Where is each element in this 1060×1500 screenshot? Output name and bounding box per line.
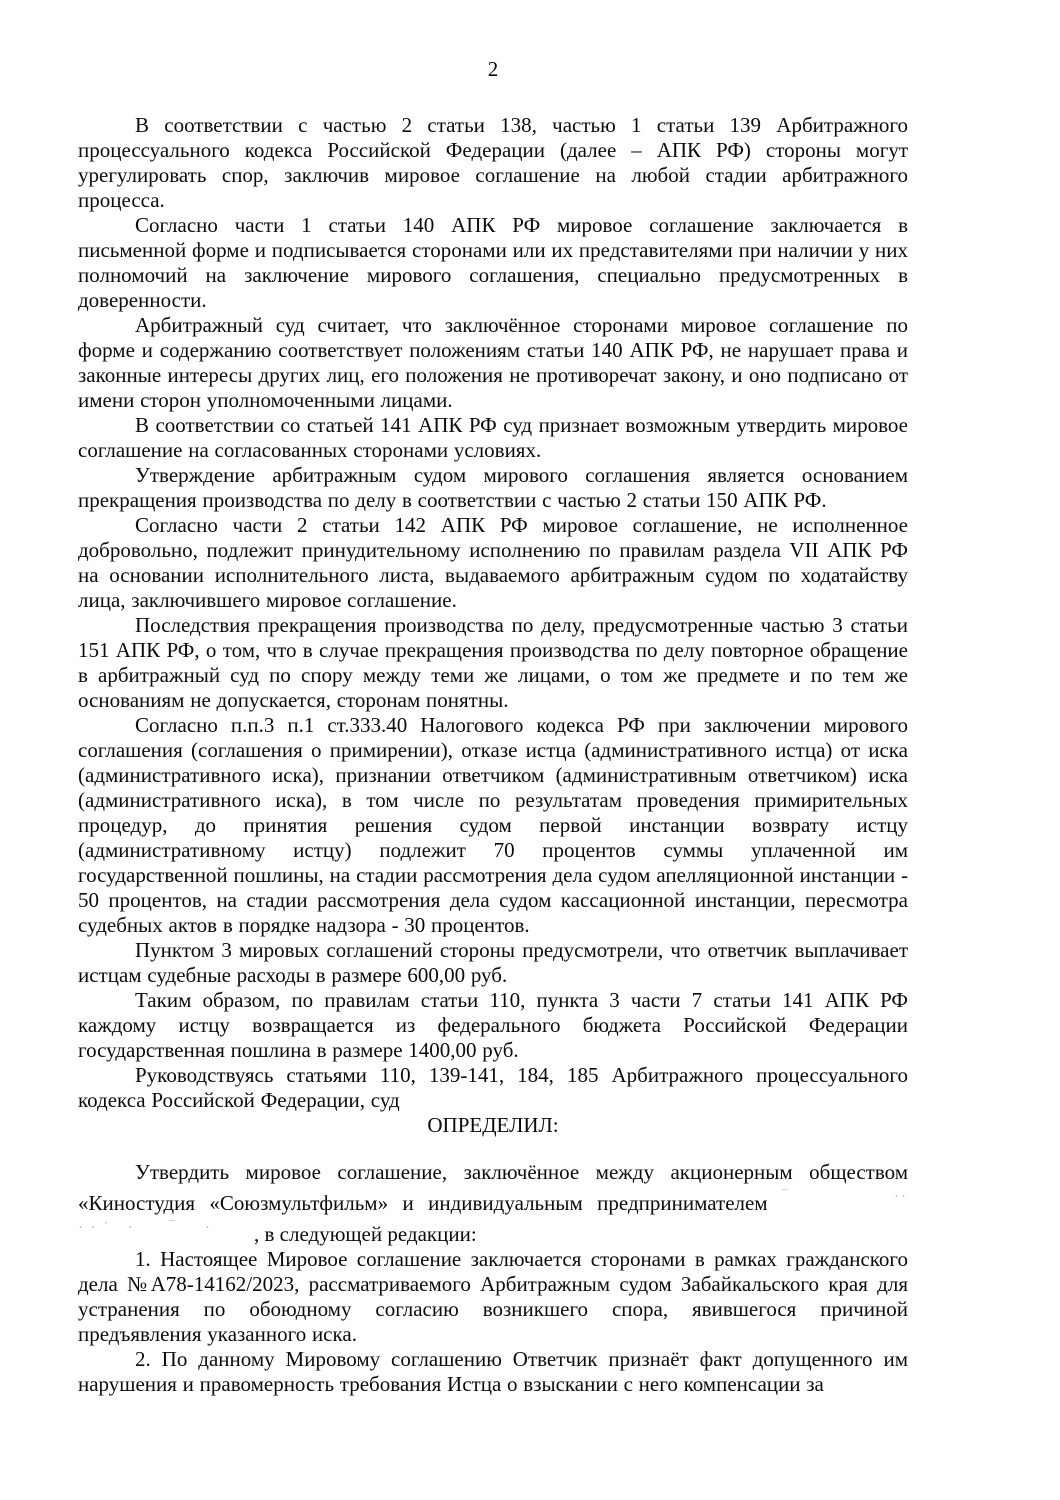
resolution-line-2 <box>78 1185 908 1216</box>
paragraph-apk-150: Утверждение арбитражным судом мирового соглашения является основанием прекращения производства по делу в соответствии с частью 2 статьи 150 АПК РФ. <box>78 463 908 512</box>
resolution-line-1: Утвердить мировое соглашение, заключённое между акционерным обществом <box>135 1160 908 1184</box>
paragraph-tax-code-333-40: Согласно п.п.3 п.1 ст.333.40 Налогового кодекса РФ при заключении мирового соглашения (соглашения о примирении), отказе истца (административного истца) от иска (административного иска), признании ответчиком (административным ответчиком) иска (административного иска), в том числе по результатам проведения примирительных процедур, до принятия решения судом первой инстанции возврату истцу (административному истцу) подлежит 70 процентов суммы уплаченной им государственной пошлины, на стадии рассмотрения дела судом апелляционной инстанции - 50 процентов, на стадии рассмотрения дела судом кассационной инстанции, пересмотра судебных актов в порядке надзора - 30 процентов. <box>78 713 908 937</box>
paragraph-settlement-clause-1: 1. Настоящее Мировое соглашение заключается сторонами в рамках гражданского дела №А78-14162/2023, рассматриваемого Арбитражным судом Забайкальского края для устранения по обоюдному согласию возникшего спора, явившегося причиной предъявления указанного иска. <box>78 1247 908 1346</box>
paragraph-apk-151: Последствия прекращения производства по делу, предусмотренные частью 3 статьи 151 АПК РФ, о том, что в случае прекращения производства по делу повторное обращение в арбитражный суд по спору между теми же лицами, о том же предмете и по тем же основаниям не допускается, сторонам понятны. <box>78 613 908 712</box>
document-content <box>78 57 908 1397</box>
redacted-name-trace: ‾ ·· <box>782 1189 909 1205</box>
paragraph-approve-settlement <box>78 1160 908 1247</box>
resolution-line-3-text: , в следующей редакции: <box>254 1222 477 1246</box>
ruling-heading: ОПРЕДЕЛИЛ: <box>427 1113 559 1137</box>
paragraph-court-opinion: Арбитражный суд считает, что заключённое сторонами мировое соглашение по форме и содержанию соответствует положениям статьи 140 АПК РФ, не нарушает права и законные интересы других лиц, его положения не противоречат закону, и оно подписано от имени сторон уполномоченными лицами. <box>78 313 908 412</box>
paragraph-settlement-clause-2: 2. По данному Мировому соглашению Ответчик признаёт факт допущенного им нарушения и правомерность требования Истца о взыскании с него компенсации за <box>78 1347 908 1396</box>
paragraph-apk-138-139: В соответствии с частью 2 статьи 138, частью 1 статьи 139 Арбитражного процессуального кодекса Российской Федерации (далее – АПК РФ) стороны могут урегулировать спор, заключив мировое соглашение на любой стадии арбитражного процесса. <box>78 113 908 212</box>
paragraph-fee-refund-1400: Таким образом, по правилам статьи 110, пункта 3 части 7 статьи 141 АПК РФ каждому истцу возвращается из федерального бюджета Российской Федерации государственная пошлина в размере 1400,00 руб. <box>78 988 908 1062</box>
paragraph-apk-141: В соответствии со статьей 141 АПК РФ суд признает возможным утвердить мировое соглашение на согласованных сторонами условиях. <box>78 413 908 462</box>
paragraph-apk-142: Согласно части 2 статьи 142 АПК РФ мировое соглашение, не исполненное добровольно, подлежит принудительному исполнению по правилам раздела VII АПК РФ на основании исполнительного листа, выдаваемого арбитражным судом по ходатайству лица, заключившего мировое соглашение. <box>78 513 908 612</box>
paragraph-apk-140-ch1: Согласно части 1 статьи 140 АПК РФ мировое соглашение заключается в письменной форме и подписывается сторонами или их представителями при наличии у них полномочий на заключение мирового соглашения, специально предусмотренных в доверенности. <box>78 213 908 312</box>
resolution-line-2-text: «Киностудия «Союзмультфильм» и индивидуальным предпринимателем <box>78 1191 768 1215</box>
paragraph-court-costs-600: Пунктом 3 мировых соглашений стороны предусмотрели, что ответчик выплачивает истцам судебные расходы в размере 600,00 руб. <box>78 938 908 987</box>
paragraph-guided-by-articles: Руководствуясь статьями 110, 139-141, 184, 185 Арбитражного процессуального кодекса Российской Федерации, суд <box>78 1063 908 1112</box>
page-number: 2 <box>487 57 499 81</box>
redacted-name-trace: · · ˙ · ‾ · <box>78 1220 212 1236</box>
resolution-line-3 <box>78 1216 908 1247</box>
